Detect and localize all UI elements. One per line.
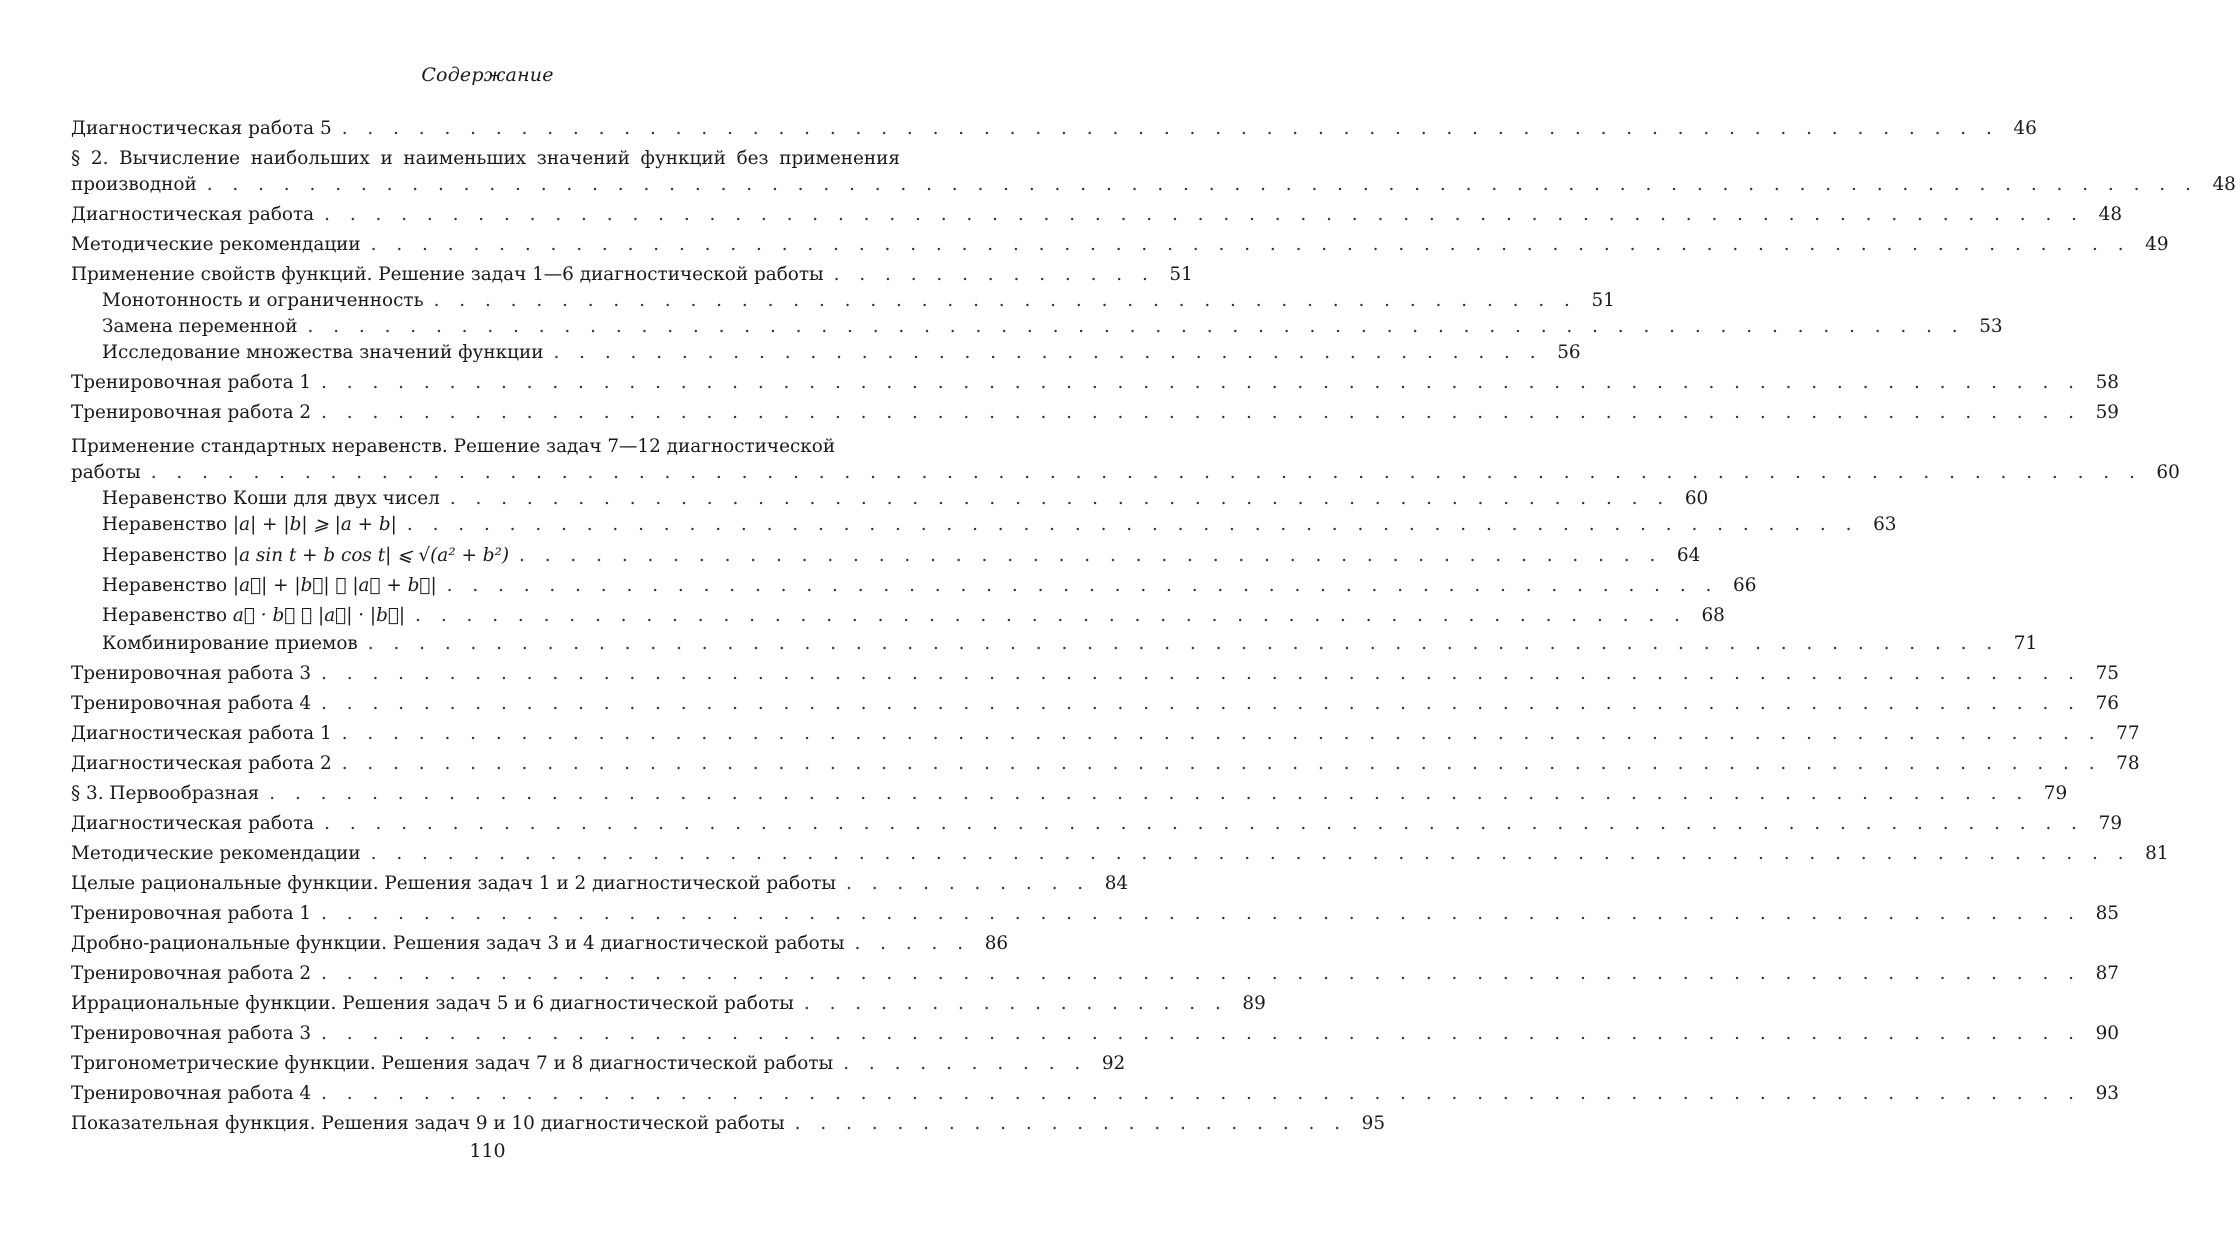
toc-entry-label: Методические рекомендации bbox=[71, 843, 361, 864]
toc-entry[interactable] bbox=[71, 751, 2140, 777]
toc-entry-label: Применение свойств функций. Решение задач 1—6 диагностической работы bbox=[71, 264, 824, 285]
toc-page-number: 60 bbox=[2156, 462, 2180, 483]
toc-leader-dots: . . . . . . . . . . . . . . . . . . . . . . . . . . . . . . . . . . . . . . . . . . . . . . . . . . . . . . . . . . . . . . . . . bbox=[307, 316, 1965, 337]
toc-page-number: 76 bbox=[2095, 693, 2119, 714]
toc-entry-label-line2: работы bbox=[71, 462, 141, 483]
toc-subentry[interactable] bbox=[71, 314, 2003, 340]
toc-page-number: 53 bbox=[1979, 316, 2003, 337]
toc-page-number: 66 bbox=[1733, 575, 1757, 596]
toc-entry-label: Показательная функция. Решения задач 9 и 10 диагностической работы bbox=[71, 1113, 785, 1134]
toc-entry-label: Неравенство Коши для двух чисел bbox=[102, 488, 440, 509]
toc-entry-label-line2: производной bbox=[71, 174, 197, 195]
formula-trig-sqrt: |a sin t + b cos t| ⩽ √(a² + b²) bbox=[232, 545, 510, 566]
toc-leader-dots: . . . . . . . . . . . . . . . . . . . . . . . . . . . . . . . . . . . . . . . . . . . . . . . . . . . . . . . . . . . . . . . . . . . . . bbox=[321, 693, 2081, 714]
toc-entry-label: Тренировочная работа 4 bbox=[71, 1083, 312, 1104]
toc-entry[interactable] bbox=[71, 1021, 2119, 1047]
page-number: 110 bbox=[469, 1140, 506, 1162]
toc-page-number: 92 bbox=[1101, 1053, 1126, 1074]
toc-subentry[interactable] bbox=[71, 340, 1581, 366]
toc-page-number: 89 bbox=[1242, 993, 1266, 1014]
toc-entry[interactable] bbox=[71, 871, 1129, 897]
toc-entry-label: Тренировочная работа 1 bbox=[71, 903, 312, 924]
toc-page-number: 60 bbox=[1684, 488, 1709, 509]
toc-entry-label-text: Неравенство bbox=[102, 545, 228, 566]
toc-leader-dots: . . . . . . . . . . . . . . . . . . . . . . . . . . . . . . . . . . . . . . . . . . . . . . . . . . bbox=[446, 575, 1719, 596]
table-of-contents bbox=[71, 116, 2236, 1137]
toc-leader-dots: . . . . . . . . . . . . . . . . . . . . . . bbox=[794, 1113, 1348, 1134]
toc-entry-label: Тренировочная работа 3 bbox=[71, 1023, 312, 1044]
toc-leader-dots: . . . . . . . . . . . . . . . . . . . . . . . . . . . . . . . . . . . . . . . . . . . . . . . . . . . . . . . . . . . . . . . . . . . . . bbox=[321, 1023, 2081, 1044]
toc-entry-label bbox=[102, 512, 397, 538]
toc-entry-label: Тригонометрические функции. Решения задач 7 и 8 диагностической работы bbox=[71, 1053, 834, 1074]
toc-entry-label: Тренировочная работа 4 bbox=[71, 693, 312, 714]
toc-leader-dots: . . . . . . . . . . . . . . . . . . . . . . . . . . . . . . . . . . . . . . . . . . . . . . . . . . . . . . . . . . . . . . . . . . . . . bbox=[370, 843, 2131, 864]
toc-entry[interactable] bbox=[71, 1051, 1126, 1077]
toc-page-number: 51 bbox=[1591, 290, 1615, 311]
toc-entry[interactable] bbox=[71, 661, 2119, 687]
toc-page-number: 46 bbox=[2013, 118, 2037, 139]
toc-entry[interactable] bbox=[71, 1111, 1386, 1137]
toc-leader-dots: . . . . . . . . . . . . . . . . . . . . . . . . . . . . . . . . . . . . . . . . . . . . . . . . . . . . . . . . . . . . . . . . . . . . . bbox=[370, 234, 2131, 255]
toc-page-number: 79 bbox=[2043, 783, 2068, 804]
toc-entry-label: Целые рациональные функции. Решения задач 1 и 2 диагностической работы bbox=[71, 873, 837, 894]
toc-entry[interactable] bbox=[71, 691, 2119, 717]
toc-leader-dots: . . . . . . . . . . bbox=[843, 1053, 1088, 1074]
toc-entry-label: Тренировочная работа 1 bbox=[71, 372, 312, 393]
toc-entry-label: § 3. Первообразная bbox=[71, 783, 260, 804]
toc-leader-dots: . . . . . . . . . . . . . . . . . . . . . . . . . . . . . . . . . . . . . . . . . . . . . bbox=[519, 545, 1663, 566]
toc-leader-dots: . . . . . . . . . . . . . . . . . . . . . . . . . . . . . . . . . . . . . . . . . . . . . . . . . . . . . . . . . . . . . . . . . . . . . bbox=[321, 1083, 2081, 1104]
toc-page-number: 58 bbox=[2095, 372, 2119, 393]
toc-entry-label: Диагностическая работа 2 bbox=[71, 753, 332, 774]
toc-entry[interactable] bbox=[71, 400, 2119, 426]
toc-page-number: 59 bbox=[2095, 402, 2119, 423]
toc-leader-dots: . . . . . . . . . . . . . . . . . . . . . . . . . . . . . . . . . . . . . . . . . . . . . . . . . . . . . . . . . . . . . . . . . . . . . bbox=[324, 204, 2085, 225]
toc-subentry[interactable] bbox=[71, 571, 1757, 601]
toc-subentry[interactable] bbox=[71, 512, 1897, 538]
toc-leader-dots: . . . . . . . . . . bbox=[846, 873, 1091, 894]
toc-entry-label bbox=[102, 541, 509, 571]
toc-entry-label: Тренировочная работа 2 bbox=[71, 963, 312, 984]
toc-entry-label: Комбинирование приемов bbox=[102, 633, 358, 654]
toc-page-number: 85 bbox=[2095, 903, 2119, 924]
toc-entry-label: Диагностическая работа bbox=[71, 204, 315, 225]
toc-entry[interactable] bbox=[71, 116, 2037, 142]
toc-entry-label: Иррациональные функции. Решения задач 5 и 6 диагностической работы bbox=[71, 993, 794, 1014]
toc-leader-dots: . . . . . . . . . . . . . . . . . . . . . . . . . . . . . . . . . . . . . . . . . . . . . . . . . . . . . . . . . . . . . . . . . . . . . bbox=[321, 663, 2081, 684]
toc-entry[interactable] bbox=[71, 434, 2180, 486]
toc-leader-dots: . . . . . . . . . . . . . . . . . . . . . . . . . . . . . . . . . . . . . . . . . . . . . . . . . . . . . . . . . . . . . . . . . . . . . bbox=[324, 813, 2085, 834]
toc-entry[interactable] bbox=[71, 811, 2123, 837]
toc-entry-label: Диагностическая работа bbox=[71, 813, 315, 834]
toc-subentry[interactable] bbox=[71, 601, 1725, 631]
toc-entry[interactable] bbox=[71, 901, 2119, 927]
toc-entry-label: Методические рекомендации bbox=[71, 234, 361, 255]
toc-leader-dots: . . . . . . . . . . . . . . . . . . . . . . . . . . . . . . . . . . . . . . . . . . . . . . . . . . . . . . . . . . . . . . . . . . . . . bbox=[341, 753, 2102, 774]
toc-entry[interactable] bbox=[71, 1081, 2119, 1107]
toc-subentry[interactable] bbox=[71, 631, 2038, 657]
toc-page-number: 51 bbox=[1169, 264, 1193, 285]
toc-leader-dots: . . . . . . . . . . . . . . . . . . . . . . . . . . . . . . . . . . . . . . . . . . . . . . . . . . . . . . . . . . . . . . . . . . . . . bbox=[321, 372, 2081, 393]
toc-entry-label-text: Неравенство bbox=[102, 514, 228, 535]
toc-leader-dots: . . . . . . . . . . . . . . . . . . . . . . . . . . . . . . . . . . . . . . . . . . . . . bbox=[433, 290, 1577, 311]
toc-entry-label-text: Неравенство bbox=[102, 575, 228, 596]
toc-leader-dots: . . . . . . . . . . . . . . . . . . . . . . . . . . . . . . . . . . . . . . . . . . . . . . . . . . . . . . . . . . . . . . . . . . . . . bbox=[321, 903, 2081, 924]
running-header-title: Содержание bbox=[421, 64, 554, 86]
formula-abs-sum: |a| + |b| ⩾ |a + b| bbox=[232, 514, 397, 535]
toc-page-number: 75 bbox=[2095, 663, 2119, 684]
toc-entry-label-line1: Применение стандартных неравенств. Решение задач 7—12 диагностической bbox=[71, 436, 836, 457]
toc-entry-label: Диагностическая работа 1 bbox=[71, 723, 332, 744]
toc-leader-dots: . . . . . . . . . . . . . . . . . bbox=[803, 993, 1228, 1014]
toc-entry[interactable] bbox=[71, 370, 2119, 396]
toc-page-number: 86 bbox=[984, 933, 1009, 954]
toc-entry[interactable] bbox=[71, 721, 2140, 747]
toc-page-number: 93 bbox=[2095, 1083, 2119, 1104]
toc-page-number: 79 bbox=[2098, 813, 2123, 834]
toc-page-number: 63 bbox=[1873, 514, 1897, 535]
toc-entry-label bbox=[102, 571, 437, 601]
toc-entry-label-line1: § 2. Вычисление наибольших и наименьших значений функций без применения bbox=[71, 148, 900, 169]
toc-page-number: 95 bbox=[1361, 1113, 1386, 1134]
formula-dot-product: a⃗ · b⃗ ⩽ |a⃗| · |b⃗| bbox=[232, 605, 406, 626]
toc-page-number: 81 bbox=[2145, 843, 2169, 864]
toc-page-number: 68 bbox=[1701, 605, 1725, 626]
toc-entry-label: Тренировочная работа 3 bbox=[71, 663, 312, 684]
toc-page-number: 71 bbox=[2013, 633, 2038, 654]
toc-leader-dots: . . . . . . . . . . . . . bbox=[833, 264, 1155, 285]
toc-entry[interactable] bbox=[71, 202, 2123, 228]
toc-page-number: 49 bbox=[2145, 234, 2169, 255]
toc-page-number: 64 bbox=[1676, 545, 1701, 566]
toc-subentry[interactable] bbox=[71, 486, 1709, 512]
toc-entry-label: Исследование множества значений функции bbox=[102, 342, 544, 363]
toc-subentry[interactable] bbox=[71, 288, 1615, 314]
toc-leader-dots: . . . . . bbox=[854, 933, 971, 954]
toc-page-number: 77 bbox=[2116, 723, 2140, 744]
toc-entry[interactable] bbox=[71, 232, 2169, 258]
toc-entry[interactable] bbox=[71, 781, 2068, 807]
toc-leader-dots: . . . . . . . . . . . . . . . . . . . . . . . . . . . . . . . . . . . . . . . . . . . . . . . . bbox=[449, 488, 1671, 509]
toc-entry-label: Замена переменной bbox=[102, 316, 298, 337]
toc-page-number: 56 bbox=[1557, 342, 1581, 363]
toc-leader-dots: . . . . . . . . . . . . . . . . . . . . . . . . . . . . . . . . . . . . . . . . . . . . . . . . . . . . . . . . . . . . . . . . . bbox=[341, 118, 1999, 139]
toc-leader-dots: . . . . . . . . . . . . . . . . . . . . . . . . . . . . . . . . . . . . . . . . . . . . . . . . . . . . . . . . . bbox=[406, 514, 1859, 535]
toc-page-number: 87 bbox=[2095, 963, 2119, 984]
toc-page-number: 48 bbox=[2098, 204, 2123, 225]
toc-leader-dots: . . . . . . . . . . . . . . . . . . . . . . . . . . . . . . . . . . . . . . . . . . . . . . . . . . . . . . . . . . . . . . . . . . . . . . . . . . . . . . bbox=[150, 462, 2142, 483]
toc-entry[interactable] bbox=[71, 961, 2119, 987]
toc-leader-dots: . . . . . . . . . . . . . . . . . . . . . . . . . . . . . . . . . . . . . . . . . . . . . . . . . . . . . . . . . . . . . . . . . . . . . bbox=[341, 723, 2102, 744]
toc-entry-label: Тренировочная работа 2 bbox=[71, 402, 312, 423]
formula-vector-abs: |a⃗| + |b⃗| ⩾ |a⃗ + b⃗| bbox=[232, 575, 437, 596]
toc-leader-dots: . . . . . . . . . . . . . . . . . . . . . . . . . . . . . . . . . . . . . . . . . . . . . . . . . . . . . . . . . . . . . . . . . . . . . bbox=[321, 963, 2081, 984]
toc-entry-label bbox=[102, 601, 405, 631]
toc-leader-dots: . . . . . . . . . . . . . . . . . . . . . . . . . . . . . . . . . . . . . . . . . . . . . . . . . . . . . . . . . . . . . . . . . . . . . . . . . . . . . . bbox=[206, 174, 2198, 195]
toc-entry-label: Дробно-рациональные функции. Решения задач 3 и 4 диагностической работы bbox=[71, 933, 845, 954]
toc-entry[interactable] bbox=[71, 931, 1009, 957]
toc-page-number: 84 bbox=[1104, 873, 1129, 894]
toc-entry-label: Монотонность и ограниченность bbox=[102, 290, 424, 311]
toc-page-number: 78 bbox=[2116, 753, 2140, 774]
toc-subentry[interactable] bbox=[71, 541, 1701, 571]
toc-entry[interactable] bbox=[71, 146, 2236, 198]
toc-leader-dots: . . . . . . . . . . . . . . . . . . . . . . . . . . . . . . . . . . . . . . . bbox=[553, 342, 1543, 363]
toc-entry[interactable] bbox=[71, 841, 2169, 867]
toc-entry[interactable] bbox=[71, 262, 1193, 288]
toc-entry-label-text: Неравенство bbox=[102, 605, 228, 626]
toc-leader-dots: . . . . . . . . . . . . . . . . . . . . . . . . . . . . . . . . . . . . . . . . . . . . . . . . . . . . . . . . . . . . . . . . . . . . . bbox=[321, 402, 2081, 423]
toc-page-number: 90 bbox=[2095, 1023, 2119, 1044]
toc-leader-dots: . . . . . . . . . . . . . . . . . . . . . . . . . . . . . . . . . . . . . . . . . . . . . . . . . . bbox=[415, 605, 1687, 626]
toc-page-number: 48 bbox=[2212, 174, 2236, 195]
toc-leader-dots: . . . . . . . . . . . . . . . . . . . . . . . . . . . . . . . . . . . . . . . . . . . . . . . . . . . . . . . . . . . . . . . . . . . . . bbox=[269, 783, 2030, 804]
toc-entry[interactable] bbox=[71, 991, 1266, 1017]
toc-entry-label: Диагностическая работа 5 bbox=[71, 118, 332, 139]
toc-leader-dots: . . . . . . . . . . . . . . . . . . . . . . . . . . . . . . . . . . . . . . . . . . . . . . . . . . . . . . . . . . . . . . . . bbox=[367, 633, 2000, 654]
